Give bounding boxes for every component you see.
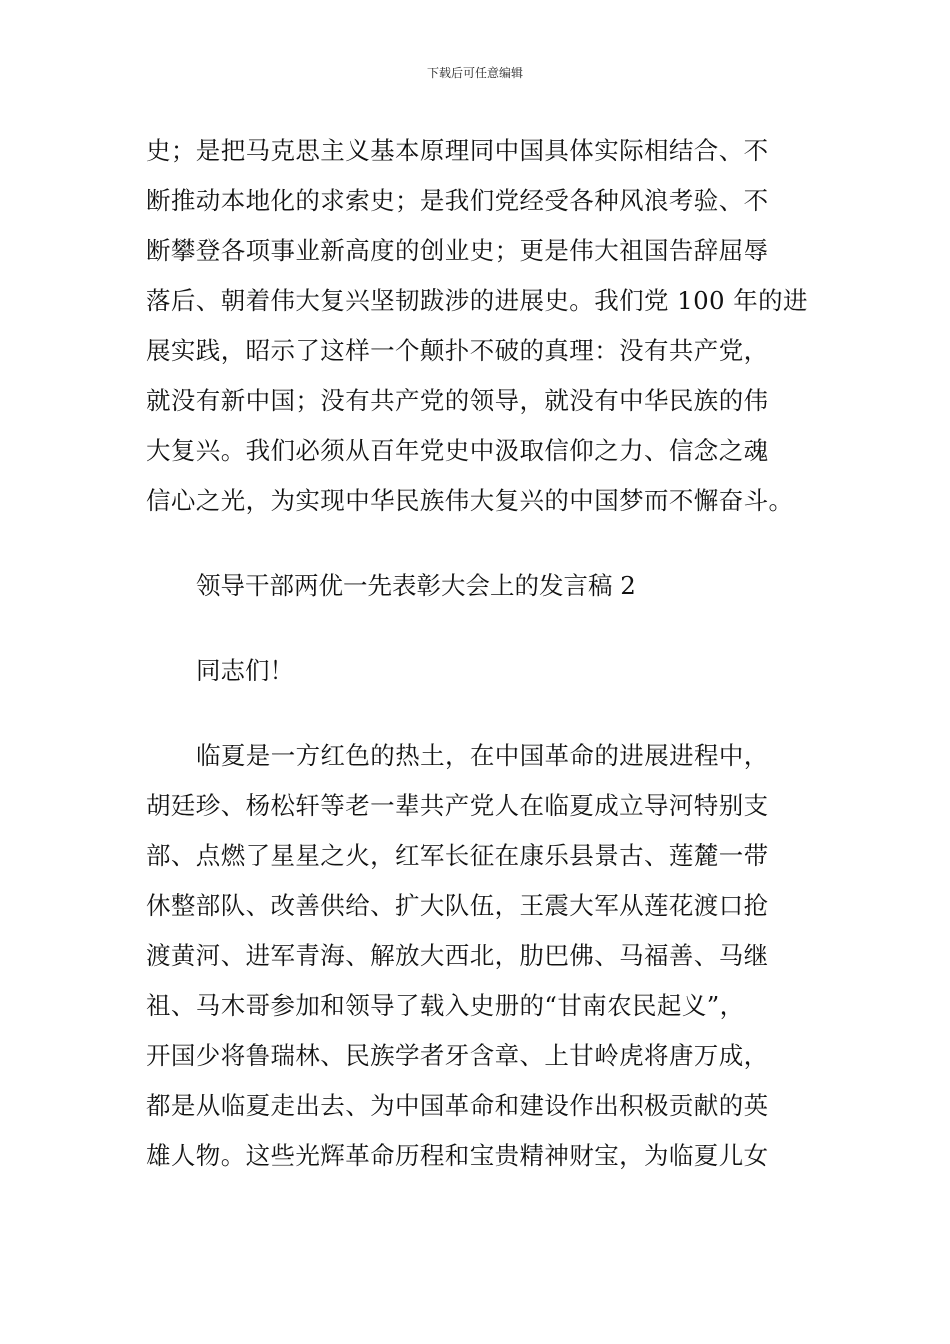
spacer — [146, 526, 808, 561]
paragraph-line: 雄人物。这些光辉革命历程和宝贵精神财宝，为临夏儿女 — [146, 1141, 769, 1170]
paragraph-line: 信心之光，为实现中华民族伟大复兴的中国梦而不懈奋斗。 — [146, 486, 794, 515]
paragraph-line: 断攀登各项事业新高度的创业史；更是伟大祖国告辞屈辱 — [146, 236, 769, 265]
paragraph-line: 展实践，昭示了这样一个颠扑不破的真理：没有共产党， — [146, 336, 769, 365]
paragraph-line: 临夏是一方红色的热土，在中国革命的进展进程中， — [196, 741, 769, 770]
paragraph-line: 都是从临夏走出去、为中国革命和建设作出积极贡献的英 — [146, 1091, 769, 1120]
spacer — [146, 696, 808, 731]
page-header: 下载后可任意编辑 — [426, 66, 523, 80]
paragraph-line: 部、点燃了星星之火，红军长征在康乐县景古、莲麓一带 — [146, 841, 769, 870]
section-heading: 领导干部两优一先表彰大会上的发言稿 2 — [196, 571, 636, 600]
paragraph-line: 渡黄河、进军青海、解放大西北，肋巴佛、马福善、马继 — [146, 941, 769, 970]
paragraph-line: 祖、马木哥参加和领导了载入史册的“甘南农民起义”， — [146, 991, 745, 1020]
salutation: 同志们！ — [196, 656, 294, 685]
paragraph-2 — [146, 731, 808, 1181]
paragraph-line: 休整部队、改善供给、扩大队伍，王震大军从莲花渡口抢 — [146, 891, 769, 920]
paragraph-1 — [146, 126, 808, 526]
paragraph-line: 开国少将鲁瑞林、民族学者牙含章、上甘岭虎将唐万成， — [146, 1041, 769, 1070]
paragraph-line: 史；是把马克思主义基本原理同中国具体实际相结合、不 — [146, 136, 769, 165]
paragraph-line: 胡廷珍、杨松轩等老一辈共产党人在临夏成立导河特别支 — [146, 791, 769, 820]
spacer — [146, 611, 808, 646]
paragraph-line: 断推动本地化的求索史；是我们党经受各种风浪考验、不 — [146, 186, 769, 215]
paragraph-line: 就没有新中国；没有共产党的领导，就没有中华民族的伟 — [146, 386, 769, 415]
paragraph-line: 落后、朝着伟大复兴坚韧跋涉的进展史。我们党 100 年的进 — [146, 286, 808, 315]
paragraph-line: 大复兴。我们必须从百年党史中汲取信仰之力、信念之魂 — [146, 436, 769, 465]
document-body — [146, 126, 808, 1181]
